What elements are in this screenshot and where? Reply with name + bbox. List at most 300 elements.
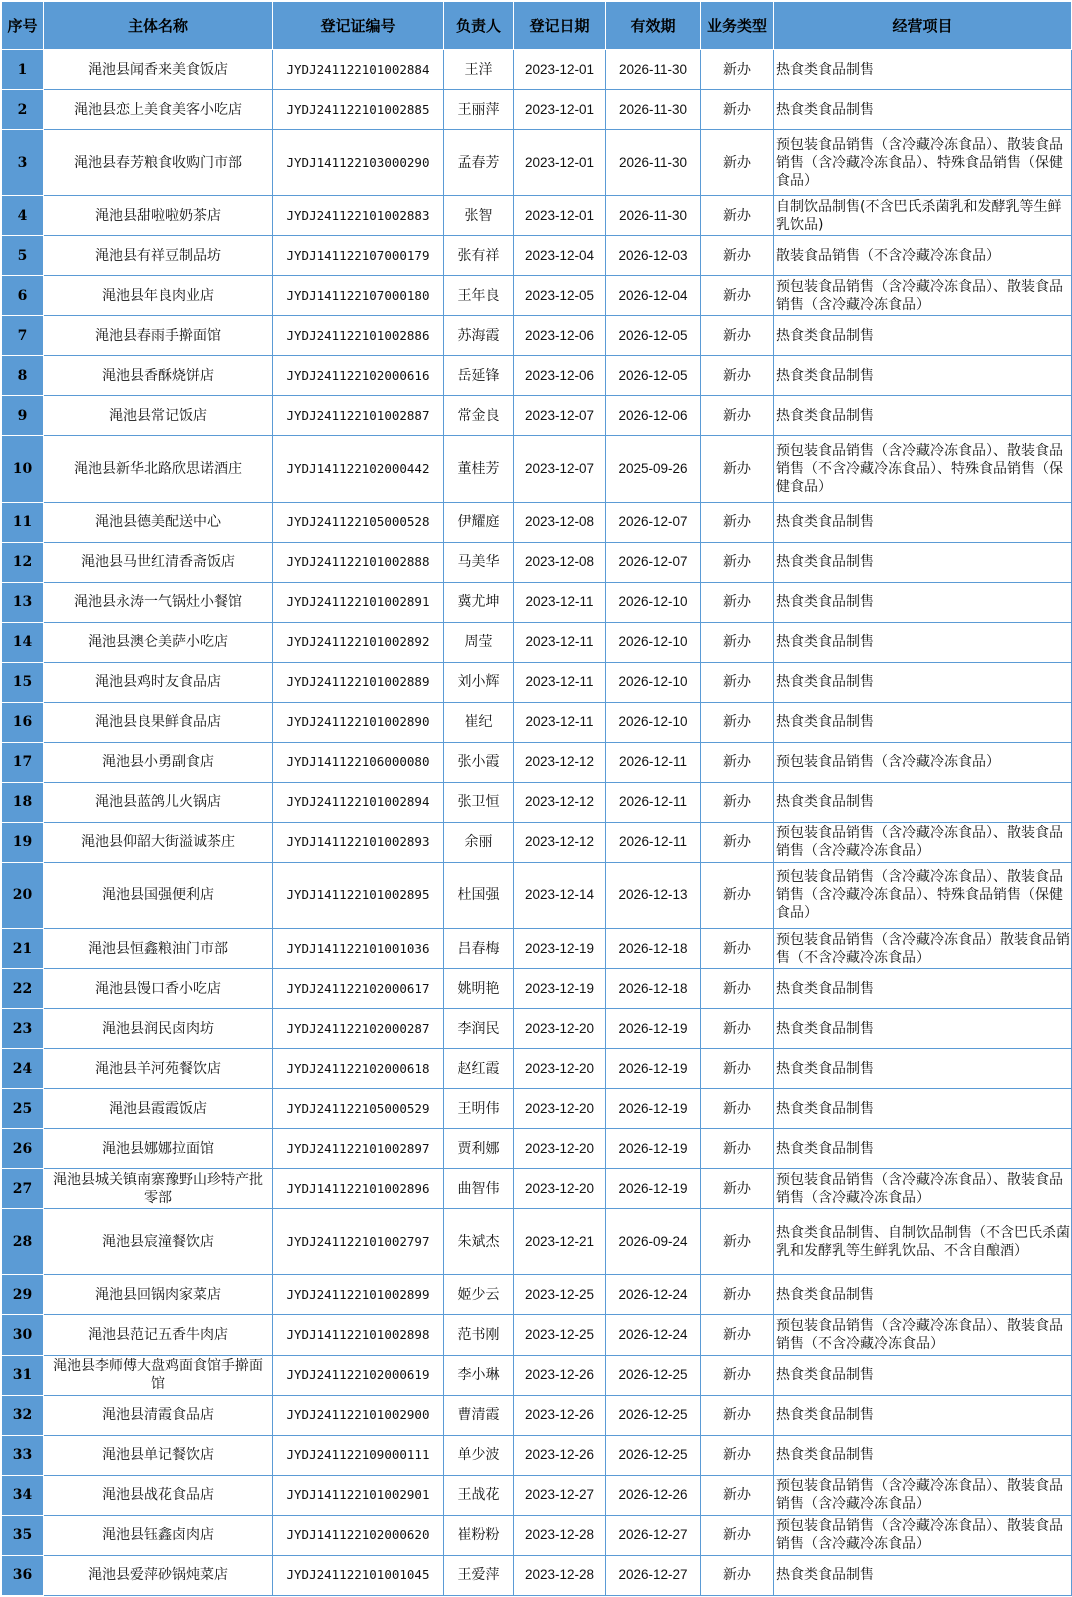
business-type: 新办 [701,702,774,742]
row-index: 29 [2,1275,44,1315]
person-in-charge: 朱斌杰 [444,1209,514,1275]
row-index: 21 [2,929,44,969]
registration-date: 2023-12-20 [514,1049,606,1089]
person-in-charge: 杜国强 [444,862,514,928]
expiry-date: 2026-12-26 [606,1475,701,1515]
registration-date: 2023-12-04 [514,236,606,276]
person-in-charge: 单少波 [444,1435,514,1475]
entity-name: 渑池县马世红清香斋饭店 [44,542,273,582]
entity-name: 渑池县单记餐饮店 [44,1435,273,1475]
business-scope: 散装食品销售（不含冷藏冷冻食品） [774,236,1072,276]
registration-date: 2023-12-14 [514,862,606,928]
business-type: 新办 [701,130,774,196]
registration-date: 2023-12-26 [514,1355,606,1395]
registration-number: JYDJ241122101002885 [273,90,444,130]
table-row [2,196,1072,236]
business-type: 新办 [701,929,774,969]
business-type: 新办 [701,50,774,90]
table-row [2,50,1072,90]
business-scope: 热食类食品制售 [774,662,1072,702]
person-in-charge: 王爱萍 [444,1555,514,1595]
expiry-date: 2025-09-26 [606,436,701,502]
table-row [2,356,1072,396]
person-in-charge: 周莹 [444,622,514,662]
row-index: 34 [2,1475,44,1515]
business-type: 新办 [701,396,774,436]
person-in-charge: 李润民 [444,1009,514,1049]
entity-name: 渑池县恒鑫粮油门市部 [44,929,273,969]
expiry-date: 2026-12-18 [606,969,701,1009]
expiry-date: 2026-12-07 [606,502,701,542]
entity-name: 渑池县春芳粮食收购门市部 [44,130,273,196]
person-in-charge: 苏海霞 [444,316,514,356]
business-type: 新办 [701,542,774,582]
entity-name: 渑池县钰鑫卤肉店 [44,1515,273,1555]
person-in-charge: 王明伟 [444,1089,514,1129]
expiry-date: 2026-12-27 [606,1515,701,1555]
table-row [2,276,1072,316]
table-row [2,622,1072,662]
header-entity-name: 主体名称 [44,2,273,50]
registration-number: JYDJ241122109000111 [273,1435,444,1475]
business-scope: 热食类食品制售 [774,1275,1072,1315]
person-in-charge: 崔粉粉 [444,1515,514,1555]
header-expiry-date: 有效期 [606,2,701,50]
expiry-date: 2026-12-19 [606,1009,701,1049]
registration-date: 2023-12-06 [514,356,606,396]
registration-number: JYDJ241122101001045 [273,1555,444,1595]
header-business-type: 业务类型 [701,2,774,50]
row-index: 32 [2,1395,44,1435]
business-type: 新办 [701,822,774,862]
person-in-charge: 张智 [444,196,514,236]
expiry-date: 2026-12-19 [606,1169,701,1209]
registration-number: JYDJ241122102000618 [273,1049,444,1089]
entity-name: 渑池县羊河苑餐饮店 [44,1049,273,1089]
row-index: 12 [2,542,44,582]
registration-number: JYDJ241122102000287 [273,1009,444,1049]
business-scope: 热食类食品制售 [774,582,1072,622]
business-scope: 热食类食品制售 [774,542,1072,582]
expiry-date: 2026-12-05 [606,356,701,396]
table-row [2,1129,1072,1169]
registration-date: 2023-12-28 [514,1515,606,1555]
registration-date: 2023-12-20 [514,1089,606,1129]
expiry-date: 2026-12-25 [606,1355,701,1395]
business-scope: 热食类食品制售 [774,1395,1072,1435]
business-scope: 热食类食品制售 [774,356,1072,396]
business-scope: 预包装食品销售（含冷藏冷冻食品）、散装食品销售（含冷藏冷冻食品） [774,276,1072,316]
entity-name: 渑池县澳仑美萨小吃店 [44,622,273,662]
entity-name: 渑池县年良肉业店 [44,276,273,316]
registration-number: JYDJ241122101002889 [273,662,444,702]
business-type: 新办 [701,1169,774,1209]
row-index: 9 [2,396,44,436]
business-type: 新办 [701,1355,774,1395]
business-scope: 热食类食品制售 [774,50,1072,90]
entity-name: 渑池县恋上美食美客小吃店 [44,90,273,130]
entity-name: 渑池县新华北路欣思诺酒庄 [44,436,273,502]
registration-date: 2023-12-26 [514,1395,606,1435]
business-scope: 热食类食品制售 [774,1089,1072,1129]
registration-date: 2023-12-27 [514,1475,606,1515]
header-registration-date: 登记日期 [514,2,606,50]
registration-number: JYDJ141122101002901 [273,1475,444,1515]
table-row [2,130,1072,196]
table-row [2,662,1072,702]
row-index: 27 [2,1169,44,1209]
row-index: 1 [2,50,44,90]
entity-name: 渑池县德美配送中心 [44,502,273,542]
expiry-date: 2026-12-10 [606,702,701,742]
expiry-date: 2026-12-11 [606,782,701,822]
expiry-date: 2026-12-04 [606,276,701,316]
expiry-date: 2026-11-30 [606,130,701,196]
person-in-charge: 姚明艳 [444,969,514,1009]
registration-date: 2023-12-11 [514,662,606,702]
registration-number: JYDJ141122107000179 [273,236,444,276]
table-row [2,1475,1072,1515]
expiry-date: 2026-11-30 [606,50,701,90]
registration-number: JYDJ241122101002899 [273,1275,444,1315]
registration-date: 2023-12-07 [514,396,606,436]
registration-date: 2023-12-21 [514,1209,606,1275]
expiry-date: 2026-12-07 [606,542,701,582]
registration-date: 2023-12-20 [514,1129,606,1169]
registration-date: 2023-12-01 [514,196,606,236]
business-scope: 预包装食品销售（含冷藏冷冻食品）、散装食品销售（含冷藏冷冻食品） [774,1169,1072,1209]
business-type: 新办 [701,1315,774,1355]
row-index: 4 [2,196,44,236]
business-type: 新办 [701,1475,774,1515]
registration-date: 2023-12-11 [514,702,606,742]
registration-date: 2023-12-28 [514,1555,606,1595]
expiry-date: 2026-12-19 [606,1089,701,1129]
entity-name: 渑池县战花食品店 [44,1475,273,1515]
registration-date: 2023-12-19 [514,929,606,969]
table-row [2,1315,1072,1355]
table-row [2,782,1072,822]
header-row [2,2,1072,50]
row-index: 35 [2,1515,44,1555]
expiry-date: 2026-12-10 [606,662,701,702]
registration-date: 2023-12-12 [514,782,606,822]
row-index: 2 [2,90,44,130]
person-in-charge: 刘小辉 [444,662,514,702]
registration-number: JYDJ141122101002895 [273,862,444,928]
business-scope: 热食类食品制售、自制饮品制售（不含巴氏杀菌乳和发酵乳等生鲜乳饮品、不含自酿酒） [774,1209,1072,1275]
person-in-charge: 吕春梅 [444,929,514,969]
registration-number: JYDJ141122101002898 [273,1315,444,1355]
person-in-charge: 张小霞 [444,742,514,782]
expiry-date: 2026-12-06 [606,396,701,436]
table-row [2,1089,1072,1129]
registration-number: JYDJ141122107000180 [273,276,444,316]
entity-name: 渑池县常记饭店 [44,396,273,436]
registration-table [1,1,1072,1596]
registration-number: JYDJ241122101002892 [273,622,444,662]
business-type: 新办 [701,1275,774,1315]
person-in-charge: 张卫恒 [444,782,514,822]
row-index: 19 [2,822,44,862]
expiry-date: 2026-12-25 [606,1395,701,1435]
table-row [2,236,1072,276]
expiry-date: 2026-12-11 [606,822,701,862]
table-row [2,862,1072,928]
person-in-charge: 李小琳 [444,1355,514,1395]
entity-name: 渑池县润民卤肉坊 [44,1009,273,1049]
entity-name: 渑池县回锅肉家菜店 [44,1275,273,1315]
registration-date: 2023-12-05 [514,276,606,316]
registration-date: 2023-12-01 [514,130,606,196]
business-scope: 热食类食品制售 [774,1129,1072,1169]
registration-number: JYDJ241122101002891 [273,582,444,622]
business-scope: 热食类食品制售 [774,702,1072,742]
business-scope: 热食类食品制售 [774,969,1072,1009]
registration-number: JYDJ241122101002897 [273,1129,444,1169]
registration-number: JYDJ241122101002887 [273,396,444,436]
business-scope: 热食类食品制售 [774,622,1072,662]
registration-number: JYDJ141122106000080 [273,742,444,782]
entity-name: 渑池县清霞食品店 [44,1395,273,1435]
person-in-charge: 余丽 [444,822,514,862]
expiry-date: 2026-12-24 [606,1315,701,1355]
expiry-date: 2026-12-10 [606,582,701,622]
person-in-charge: 贾利娜 [444,1129,514,1169]
header-registration-number: 登记证编号 [273,2,444,50]
business-scope: 预包装食品销售（含冷藏冷冻食品）、散装食品销售（含冷藏冷冻食品） [774,1515,1072,1555]
business-type: 新办 [701,1395,774,1435]
business-type: 新办 [701,622,774,662]
row-index: 8 [2,356,44,396]
person-in-charge: 伊耀庭 [444,502,514,542]
person-in-charge: 曲智伟 [444,1169,514,1209]
person-in-charge: 范书刚 [444,1315,514,1355]
business-scope: 自制饮品制售(不含巴氏杀菌乳和发酵乳等生鲜乳饮品) [774,196,1072,236]
registration-number: JYDJ241122101002900 [273,1395,444,1435]
header-business-scope: 经营项目 [774,2,1072,50]
entity-name: 渑池县馒口香小吃店 [44,969,273,1009]
table-row [2,542,1072,582]
table-row [2,1395,1072,1435]
row-index: 13 [2,582,44,622]
entity-name: 渑池县春雨手擀面馆 [44,316,273,356]
entity-name: 渑池县香酥烧饼店 [44,356,273,396]
row-index: 28 [2,1209,44,1275]
entity-name: 渑池县宸潼餐饮店 [44,1209,273,1275]
business-scope: 热食类食品制售 [774,396,1072,436]
expiry-date: 2026-12-24 [606,1275,701,1315]
registration-date: 2023-12-06 [514,316,606,356]
registration-number: JYDJ141122102000442 [273,436,444,502]
registration-number: JYDJ141122101002896 [273,1169,444,1209]
registration-number: JYDJ241122101002886 [273,316,444,356]
row-index: 26 [2,1129,44,1169]
expiry-date: 2026-12-25 [606,1435,701,1475]
registration-date: 2023-12-08 [514,542,606,582]
registration-date: 2023-12-26 [514,1435,606,1475]
header-person-in-charge: 负责人 [444,2,514,50]
business-type: 新办 [701,1049,774,1089]
registration-number: JYDJ241122102000616 [273,356,444,396]
row-index: 31 [2,1355,44,1395]
row-index: 18 [2,782,44,822]
person-in-charge: 冀尤坤 [444,582,514,622]
registration-number: JYDJ141122103000290 [273,130,444,196]
registration-date: 2023-12-11 [514,622,606,662]
table-body [2,50,1072,1596]
registration-number: JYDJ241122102000619 [273,1355,444,1395]
table-row [2,316,1072,356]
entity-name: 渑池县国强便利店 [44,862,273,928]
expiry-date: 2026-12-05 [606,316,701,356]
registration-number: JYDJ241122101002797 [273,1209,444,1275]
expiry-date: 2026-12-19 [606,1049,701,1089]
registration-date: 2023-12-12 [514,822,606,862]
expiry-date: 2026-12-13 [606,862,701,928]
registration-date: 2023-12-01 [514,50,606,90]
registration-number: JYDJ141122102000620 [273,1515,444,1555]
row-index: 24 [2,1049,44,1089]
business-type: 新办 [701,1515,774,1555]
business-scope: 预包装食品销售（含冷藏冷冻食品）、散装食品销售（含冷藏冷冻食品）、特殊食品销售（保健食品） [774,862,1072,928]
row-index: 5 [2,236,44,276]
entity-name: 渑池县爱萍砂锅炖菜店 [44,1555,273,1595]
row-index: 33 [2,1435,44,1475]
row-index: 3 [2,130,44,196]
business-scope: 预包装食品销售（含冷藏冷冻食品）、散装食品销售（不含冷藏冷冻食品） [774,1315,1072,1355]
entity-name: 渑池县霞霞饭店 [44,1089,273,1129]
entity-name: 渑池县闻香来美食饭店 [44,50,273,90]
row-index: 22 [2,969,44,1009]
table-row [2,1275,1072,1315]
person-in-charge: 王丽萍 [444,90,514,130]
registration-number: JYDJ241122101002890 [273,702,444,742]
person-in-charge: 王战花 [444,1475,514,1515]
person-in-charge: 岳延锋 [444,356,514,396]
row-index: 23 [2,1009,44,1049]
table-row [2,1355,1072,1395]
person-in-charge: 曹清霞 [444,1395,514,1435]
business-type: 新办 [701,582,774,622]
expiry-date: 2026-12-27 [606,1555,701,1595]
registration-number: JYDJ241122101002883 [273,196,444,236]
business-type: 新办 [701,862,774,928]
entity-name: 渑池县蓝鸽儿火锅店 [44,782,273,822]
business-scope: 热食类食品制售 [774,1009,1072,1049]
business-scope: 预包装食品销售（含冷藏冷冻食品）散装食品销售（不含冷藏冷冻食品） [774,929,1072,969]
business-type: 新办 [701,662,774,702]
table-row [2,969,1072,1009]
row-index: 6 [2,276,44,316]
table-row [2,742,1072,782]
expiry-date: 2026-12-19 [606,1129,701,1169]
row-index: 15 [2,662,44,702]
business-type: 新办 [701,1209,774,1275]
business-type: 新办 [701,276,774,316]
registration-date: 2023-12-08 [514,502,606,542]
expiry-date: 2026-12-03 [606,236,701,276]
table-row [2,1555,1072,1595]
registration-number: JYDJ241122102000617 [273,969,444,1009]
business-scope: 热食类食品制售 [774,316,1072,356]
entity-name: 渑池县李师傅大盘鸡面食馆手擀面馆 [44,1355,273,1395]
row-index: 25 [2,1089,44,1129]
expiry-date: 2026-12-10 [606,622,701,662]
row-index: 14 [2,622,44,662]
table-row [2,1435,1072,1475]
table-row [2,822,1072,862]
expiry-date: 2026-11-30 [606,196,701,236]
business-type: 新办 [701,1435,774,1475]
registration-number: JYDJ241122101002888 [273,542,444,582]
entity-name: 渑池县良果鲜食品店 [44,702,273,742]
registration-date: 2023-12-20 [514,1169,606,1209]
person-in-charge: 常金良 [444,396,514,436]
header-index: 序号 [2,2,44,50]
registration-number: JYDJ241122101002894 [273,782,444,822]
entity-name: 渑池县城关镇南寨豫野山珍特产批零部 [44,1169,273,1209]
business-scope: 热食类食品制售 [774,1049,1072,1089]
table-row [2,436,1072,502]
person-in-charge: 孟春芳 [444,130,514,196]
business-scope: 热食类食品制售 [774,1355,1072,1395]
registration-number: JYDJ241122101002884 [273,50,444,90]
row-index: 7 [2,316,44,356]
row-index: 20 [2,862,44,928]
business-type: 新办 [701,1555,774,1595]
expiry-date: 2026-09-24 [606,1209,701,1275]
entity-name: 渑池县甜啦啦奶茶店 [44,196,273,236]
table-row [2,90,1072,130]
row-index: 36 [2,1555,44,1595]
business-scope: 热食类食品制售 [774,1555,1072,1595]
business-type: 新办 [701,502,774,542]
row-index: 11 [2,502,44,542]
registration-date: 2023-12-11 [514,582,606,622]
business-type: 新办 [701,1009,774,1049]
expiry-date: 2026-12-18 [606,929,701,969]
entity-name: 渑池县小勇副食店 [44,742,273,782]
registration-date: 2023-12-01 [514,90,606,130]
row-index: 10 [2,436,44,502]
table-row [2,1009,1072,1049]
business-type: 新办 [701,969,774,1009]
business-scope: 热食类食品制售 [774,782,1072,822]
person-in-charge: 崔纪 [444,702,514,742]
business-type: 新办 [701,782,774,822]
table-row [2,396,1072,436]
business-scope: 预包装食品销售（含冷藏冷冻食品）、散装食品销售（含冷藏冷冻食品） [774,822,1072,862]
business-type: 新办 [701,436,774,502]
registration-date: 2023-12-20 [514,1009,606,1049]
registration-date: 2023-12-25 [514,1315,606,1355]
business-type: 新办 [701,316,774,356]
business-type: 新办 [701,236,774,276]
table-row [2,582,1072,622]
table-row [2,502,1072,542]
person-in-charge: 姬少云 [444,1275,514,1315]
person-in-charge: 王年良 [444,276,514,316]
row-index: 30 [2,1315,44,1355]
registration-number: JYDJ241122105000529 [273,1089,444,1129]
row-index: 17 [2,742,44,782]
business-type: 新办 [701,196,774,236]
business-type: 新办 [701,1129,774,1169]
table-row [2,702,1072,742]
business-scope: 预包装食品销售（含冷藏冷冻食品）、散装食品销售（含冷藏冷冻食品） [774,1475,1072,1515]
business-scope: 热食类食品制售 [774,502,1072,542]
